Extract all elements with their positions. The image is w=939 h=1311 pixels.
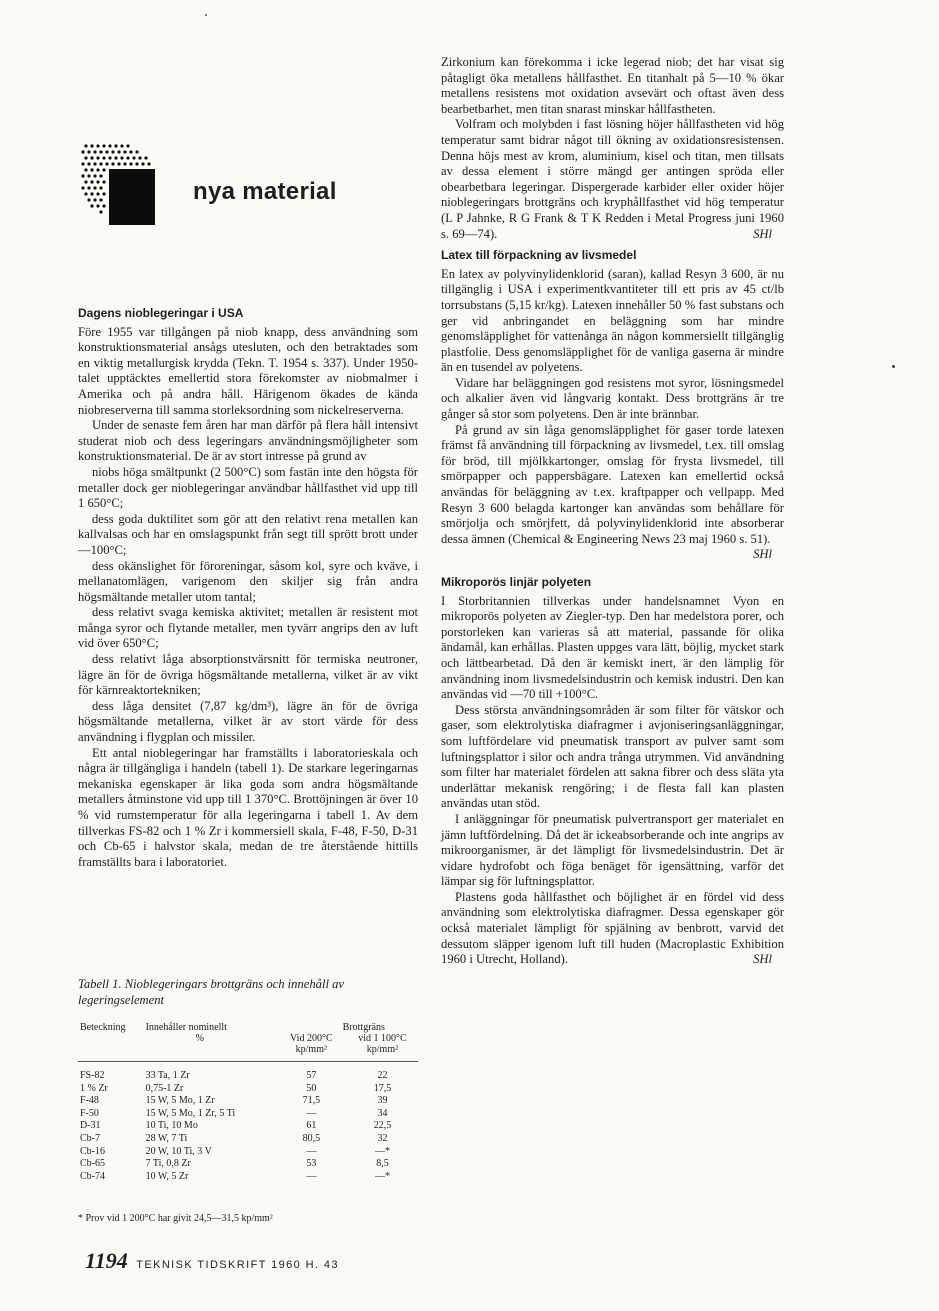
paragraph: Vidare har beläggningen god resistens mot syror, lösningsmedel och alkalier även vid långvarig kontakt. Dess brottgräns är tre gånger så stor som polyetens. Den är inte brännbar. — [441, 375, 784, 422]
list-paragraph: dess relativt låga absorptionstvärsnitt för termiska neutroner, lägre än för de övriga högsmältande metallerna, vilket är av vikt för kärnreaktortekniken; — [78, 652, 418, 698]
author-signature: SHl — [753, 226, 772, 241]
paragraph: Ett antal nioblegeringar har framställts i laboratorieskala och några är tillgängliga i handeln (tabell 1). De starkare legeringarnas mekaniska egenskaper är lika goda som andra högsmältande metallers åtminstone vid upp till 1 370°C. Brottöjningen är över 10 % vid rumstemperatur för alla legeringarna i tabell 1. Av dem tillverkas FS-82 och 1 % Zr i kommersiell skala, F-48, F-50, D-31 och Cb-65 i halvstor skala, medan de tre återstående hittills framställts bara i laboratoriet. — [78, 745, 418, 869]
cell-name: 1 % Zr — [80, 1082, 108, 1094]
header-unit: kp/mm² — [295, 1044, 327, 1055]
cell-content: 20 W, 10 Ti, 3 V — [145, 1145, 212, 1157]
header-unit: % — [195, 1033, 204, 1044]
paragraph: Under de senaste fem åren har man därför på flera håll intensivt studerat niob och dess legeringars användningsmöjligheter som konstruktionsmaterial. De är av stort intresse på grund av — [78, 418, 418, 464]
cell-name: FS-82 — [80, 1070, 105, 1081]
author-signature: SHl — [753, 547, 772, 562]
table-row — [78, 1158, 418, 1171]
table-caption: Tabell 1. Nioblegeringars brottgräns och innehåll av legeringselement — [78, 977, 344, 1007]
alloy-table — [78, 1022, 418, 1183]
cell-name: F-50 — [80, 1107, 99, 1119]
table-row — [78, 1146, 418, 1159]
cell-name: Cb-16 — [80, 1145, 105, 1157]
table-row — [78, 1083, 418, 1096]
cell-1100: 39 — [377, 1095, 388, 1107]
cell-200: — — [306, 1107, 317, 1119]
table-header-content — [144, 1022, 276, 1062]
left-column — [78, 300, 418, 870]
cell-1100: 34 — [377, 1107, 388, 1119]
cell-content: 10 W, 5 Zr — [145, 1170, 189, 1182]
cell-name: F-48 — [80, 1095, 99, 1107]
cell-content: 33 Ta, 1 Zr — [145, 1070, 190, 1081]
section-title: nya material — [193, 178, 337, 205]
article-heading-niob: Dagens nioblegeringar i USA — [78, 306, 244, 320]
cell-200: — — [306, 1170, 317, 1182]
paragraph — [441, 890, 784, 968]
cell-name: Cb-7 — [80, 1132, 100, 1144]
paragraph — [441, 117, 784, 242]
paragraph: En latex av polyvinylidenklorid (saran), kallad Resyn 3 600, är nu tillgänglig i USA i experimentkvantiteter till ett pris av 45 ct/lb torrsubstans (5,15 kr/kg). Latexen innehåller 50 % fast substans och ger vid anbringandet en beläggning som har mindre genomsläpplighet för vattenånga än någon kommersiellt tillgänglig plastfolie. Dess genomsläpplighet för de vanliga gaserna är mindre än en tusendel av polyetens. — [441, 266, 784, 375]
header-unit: kp/mm² — [366, 1044, 399, 1055]
table-row — [78, 1171, 418, 1184]
cell-1100: 17,5 — [373, 1082, 392, 1094]
print-speck — [205, 14, 207, 16]
cell-1100: 22,5 — [373, 1120, 392, 1132]
page-footer — [85, 1248, 339, 1274]
paragraph — [441, 423, 784, 563]
header-label: vid 1 100°C — [358, 1033, 407, 1044]
cell-name: Cb-74 — [80, 1170, 105, 1182]
paragraph: Zirkonium kan förekomma i icke legerad niob; det har visat sig påtagligt öka metallens hållfasthet. En titanhalt på 5—10 % ökar metallens resistens mot oxidation avsevärt och oftast även dess bearbetbarhet, men titan snarast minskar hållfastheten. — [441, 55, 784, 116]
cell-name: Cb-65 — [80, 1158, 105, 1170]
paragraph: I anläggningar för pneumatisk pulvertransport ger materialet en jämn luftfördelning. Då det är ickeabsorberande och inte angrips av mikroorganismer, är det lämpligt för livsmedelsindustrin. Det är vidare hydrofobt och föga benäget för igensättning, varför det lämpar sig för luftningsplattor. — [441, 811, 784, 889]
cell-200: 61 — [306, 1120, 317, 1132]
paragraph: Dess största användningsområden är som filter för vätskor och gaser, som elektrolytiska diafragmer i avjoniseringsanläggningar, som luftfördelare vid pneumatisk transport av pulver samt som luftningsplattor i silor och andra trånga utrymmen. Vid användning som filter har materialet fördelen att sakna fibrer och dess släta yta underlättar mekanisk rengöring; i de flesta fall kan plasten användas utan stöd. — [441, 702, 784, 811]
header-group-label: Brottgräns — [342, 1022, 385, 1033]
cell-200: 57 — [306, 1070, 317, 1081]
table-row — [78, 1062, 418, 1083]
cell-1100: 8,5 — [376, 1158, 389, 1170]
cell-200: 80,5 — [302, 1132, 321, 1144]
cell-content: 7 Ti, 0,8 Zr — [145, 1158, 191, 1170]
cell-content: 28 W, 7 Ti — [145, 1132, 188, 1144]
list-paragraph: dess relativt svaga kemiska aktivitet; metallen är resistent mot många syror och flytande metaller, men tyvärr angrips den av luft vid över 650°C; — [78, 605, 418, 651]
paragraph-text: Volfram och molybden i fast lösning höjer hållfastheten vid hög temperatur samt bidrar något till ökning av oxidationsresistensen. Denna höjs mest av krom, aluminium, kisel och titan, men tillsats av dessa element i större mängd ger antingen spröda eller obearbetbara legeringar. Dispergerade karbider eller oxider höjer nioblegeringars brottgräns och kryphållfasthet vid hög temperatur (L P Jahnke, R G Frank & T K Redden i Metal Progress juni 1960 s. 69—74). — [441, 117, 784, 241]
cell-name: D-31 — [80, 1120, 101, 1132]
cell-content: 15 W, 5 Mo, 1 Zr — [145, 1095, 215, 1107]
list-paragraph: dess goda duktilitet som gör att den relativt rena metallen kan kallvalsas och har en omslagspunkt från segt till sprött brott under —100°C; — [78, 511, 418, 557]
table-row — [78, 1120, 418, 1133]
cell-200: 53 — [306, 1158, 317, 1170]
cell-200: 50 — [306, 1082, 317, 1094]
table-row — [78, 1133, 418, 1146]
cell-1100: —* — [374, 1170, 390, 1182]
table-row — [78, 1095, 418, 1108]
list-paragraph: dess okänslighet för föroreningar, såsom kol, syre och kväve, i mellanatomlägen, varigenom den skiljer sig från andra högsmältande metaller utom tantal; — [78, 558, 418, 604]
paragraph-text: Plastens goda hållfasthet och böjlighet är en fördel vid dess användning som elektrolytiska diafragmer. Dessa egenskaper gör också materialet lämpligt för spjälning av benbrott, varvid det dessutom släpper igenom luft till huden (Macroplastic Exhibition 1960 i Utrecht, Holland). — [441, 889, 784, 967]
article-heading-latex: Latex till förpackning av livsmedel — [441, 248, 637, 263]
cell-200: 71,5 — [302, 1095, 321, 1107]
cell-1100: 22 — [377, 1070, 388, 1081]
cell-content: 0,75-1 Zr — [145, 1082, 184, 1094]
print-mark — [892, 365, 895, 368]
cell-1100: —* — [374, 1145, 390, 1157]
cell-content: 10 Ti, 10 Mo — [145, 1120, 198, 1132]
journal-name: TEKNISK TIDSKRIFT 1960 H. 43 — [136, 1259, 339, 1271]
table-footnote: * Prov vid 1 200°C har givit 24,5—31,5 kp/mm² — [78, 1213, 273, 1224]
cell-200: — — [306, 1145, 317, 1157]
page-number: 1194 — [85, 1248, 128, 1273]
header-label: Innehåller nominellt — [145, 1022, 227, 1033]
paragraph-text: På grund av sin låga genomsläpplighet för gaser torde latexen främst få användning till förpackning av livsmedel, t.ex. till omslag för bröd, till mjölkkartonger, omslag för frysta livsmedel, till smörpapper och pappersbägare. Latexen kan emellertid också användas för beläggning av t.ex. kraftpapper och vellpapp. Med Resyn 3 600 belagda kartonger kan användas som behållare för smörjolja och smörjfett, då polyvinylidenklorid inte absorberar dessa ämnen (Chemical & Engineering News 23 maj 1960 s. 51). — [441, 422, 784, 546]
cell-content: 15 W, 5 Mo, 1 Zr, 5 Ti — [145, 1107, 236, 1119]
author-signature: SHl — [753, 952, 772, 967]
list-paragraph: niobs höga smältpunkt (2 500°C) som fastän inte den högsta för metaller dock ger nioblegeringar användbar hållfasthet vid upp till 1 650°C; — [78, 464, 418, 511]
article-heading-polyeten: Mikroporös linjär polyeten — [441, 575, 592, 589]
right-column — [441, 55, 784, 968]
table-header-name — [78, 1022, 144, 1062]
cell-1100: 32 — [377, 1132, 388, 1144]
table-row — [78, 1108, 418, 1121]
paragraph: I Storbritannien tillverkas under handelsnamnet Vyon en mikroporös polyeten av Ziegler-typ. Den har medelstora porer, och porstorleken kan varieras så att material, passande för olika ändamål, kan erhållas. Plasten uppges vara lätt, böjlig, mycket stark och lättbearbetad. Då den är kemiskt inert, är den lämplig för användning inom livsmedelsindustrin och kemisk industri. Den kan användas vid —70 till +100°C. — [441, 593, 784, 702]
header-label: Vid 200°C — [290, 1033, 333, 1044]
list-paragraph: dess låga densitet (7,87 kg/dm³), lägre än för de övriga högsmältande metallerna, vilket är av stort värde för dess användning i flygplan och missiler. — [78, 698, 418, 745]
paragraph: Före 1955 var tillgången på niob knapp, dess användning som konstruktionsmaterial ansågs utesluten, och den betraktades som en viktig metallurgisk krydda (Tekn. T. 1954 s. 337). Under 1950-talet upptäcktes emellertid stora förekomster av niobmalmer i Amerika och på andra håll. Härigenom ökades de kända niobreserverna till samma storleksordning som nickelreserverna. — [78, 324, 418, 417]
header-label: Beteckning — [80, 1022, 126, 1033]
section-logo-icon — [80, 140, 156, 226]
